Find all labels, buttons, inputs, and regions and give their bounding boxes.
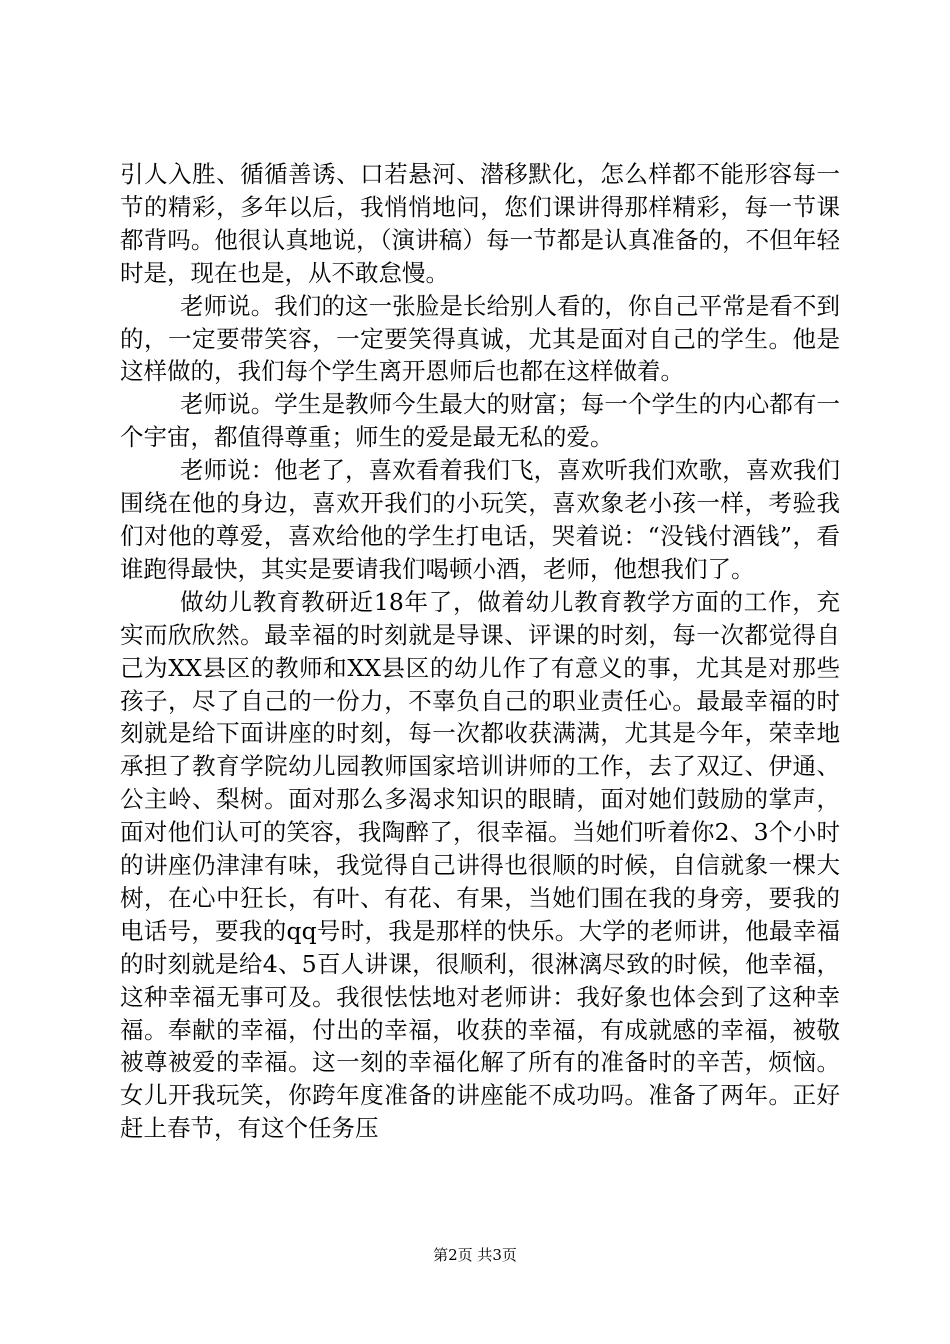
paragraph-5: 做幼儿教育教研近18年了，做着幼儿教育教学方面的工作，充实而欣欣然。最幸福的时刻就是导课、评课的时刻，每一次都觉得自己为XX县区的教师和XX县区的幼儿作了有意义的事，尤其是对那些孩子，尽了自己的一份力，不辜负自己的职业责任心。最最幸福的时刻就是给下面讲座的时刻，每一次都收获满满，尤其是今年，荣幸地承担了教育学院幼儿园教师国家培训讲师的工作，去了双辽、伊通、公主岭、梨树。面对那么多渴求知识的眼睛，面对她们鼓励的掌声，面对他们认可的笑容，我陶醉了，很幸福。当她们听着你2、3个小时的讲座仍津津有味，我觉得自己讲得也很顺的时候，自信就象一棵大树，在心中狂长，有叶、有花、有果，当她们围在我的身旁，要我的电话号，要我的qq号时，我是那样的快乐。大学的老师讲，他最幸福的时刻就是给4、5百人讲课，很顺利，很淋漓尽致的时候，他幸福，这种幸福无事可及。我很怯怯地对老师讲：我好象也体会到了这种幸福。奉献的幸福，付出的幸福，收获的幸福，有成就感的幸福，被敬被尊被爱的幸福。这一刻的幸福化解了所有的准备时的辛苦，烦恼。女儿开我玩笑，你跨年度准备的讲座能不成功吗。准备了两年。正好赶上春节，有这个任务压 — [120, 587, 840, 1143]
page-footer: 第2页 共3页 — [433, 1246, 517, 1264]
paragraph-1: 引人入胜、循循善诱、口若悬河、潜移默化，怎么样都不能形容每一节的精彩，多年以后，我悄悄地问，您们课讲得那样精彩，每一节课都背吗。他很认真地说，（演讲稿）每一节都是认真准备的，不但年轻时是，现在也是，从不敢怠慢。 — [120, 160, 840, 287]
paragraph-4: 老师说：他老了，喜欢看着我们飞，喜欢听我们欢歌，喜欢我们围绕在他的身边，喜欢开我们的小玩笑，喜欢象老小孩一样，考验我们对他的尊爱，喜欢给他的学生打电话，哭着说：“没钱付酒钱”，看谁跑得最快，其实是要请我们喝顿小酒，老师，他想我们了。 — [120, 456, 840, 583]
paragraph-2: 老师说。我们的这一张脸是长给别人看的，你自己平常是看不到的，一定要带笑容，一定要笑得真诚，尤其是面对自己的学生。他是这样做的，我们每个学生离开恩师后也都在这样做着。 — [120, 291, 840, 386]
paragraph-3: 老师说。学生是教师今生最大的财富；每一个学生的内心都有一个宇宙，都值得尊重；师生的爱是最无私的爱。 — [120, 390, 840, 452]
document-body — [120, 158, 840, 1145]
